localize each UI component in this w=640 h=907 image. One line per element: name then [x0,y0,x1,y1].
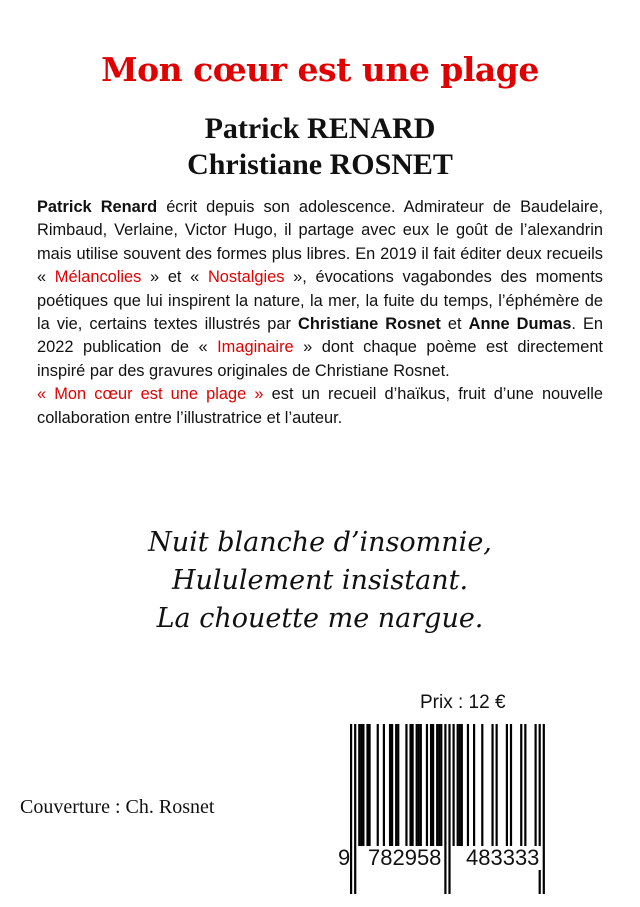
barcode-bar [481,724,483,846]
barcode-guard-bar [444,724,446,894]
bio-paragraph-1 [37,196,603,383]
barcode-bar [412,724,414,846]
barcode-bar [453,724,455,846]
barcode-bar [391,724,393,846]
barcode-bar [409,724,411,846]
barcode-bar [420,724,422,846]
bio-illustrator-name: Christiane Rosnet [298,315,441,334]
barcode-bar [524,724,526,846]
barcode-bar [473,724,475,846]
bio-book-imaginaire: Imaginaire [217,338,294,357]
author-biography [37,196,603,430]
bio-book-nostalgies: Nostalgies [207,268,285,287]
barcode-bar [362,724,364,846]
barcode-bar [506,724,508,846]
barcode-bar [395,724,397,846]
haiku [0,524,640,638]
barcode-bar [377,724,379,846]
barcode-digits-right: 483333 [466,845,540,870]
barcode-bar [383,724,385,846]
barcode-bar [491,724,493,846]
barcode-bar [440,724,442,846]
illustrator-name: Christiane ROSNET [187,148,453,181]
barcode-guard-bar [354,724,356,894]
barcode-bar [438,724,440,846]
barcode-bar [520,724,522,846]
bio-book-melancolies: Mélancolies [54,268,142,287]
bio-text: est un recueil d’haïkus, fruit d’une nouvelle collaboration entre l’illustratrice et l’auteur. [37,385,603,427]
bio-text: » dont chaque poème est directement inspiré par des gravures originales de Christiane Rosnet. [37,338,603,380]
barcode-bar [416,724,418,846]
barcode-bar [467,724,469,846]
barcode-bar [432,724,434,846]
bio-paragraph-2 [37,383,603,430]
barcode-bar [366,724,368,846]
barcode-bar [496,724,498,846]
barcode-bar [389,724,391,846]
cover-credit: Couverture : Ch. Rosnet [20,796,215,818]
barcode-bar [535,724,537,846]
barcode-bar [430,724,432,846]
bio-text: écrit depuis son adolescence. Admirateur de Baudelaire, Rimbaud, Verlaine, Victor Hugo, il partage avec eux le goût de l’alexandrin mais utilise souvent des formes plus libres. En 2019 il fait éditer deux recueils « [37,198,603,287]
barcode-guard-bar [543,724,545,894]
barcode-guard-bar [448,724,450,894]
barcode-bar [360,724,362,846]
haiku-line-2: Hululement insistant. [171,565,469,596]
barcode-bar [405,724,407,846]
bio-book-title: « Mon cœur est une plage » [37,385,264,404]
barcode-bar [436,724,438,846]
barcode-bar [368,724,370,846]
barcode-digits-left: 782958 [368,845,442,870]
barcode-bar [457,724,459,846]
barcode-bar [418,724,420,846]
haiku-line-3: La chouette me nargue. [156,603,484,634]
price-label: Prix : 12 € [420,692,506,713]
barcode-bar [510,724,512,846]
barcode-bar [459,724,461,846]
barcode-bar [426,724,428,846]
bio-text: » et « [141,268,208,287]
bio-illustrator2-name: Anne Dumas [468,315,572,334]
barcode-guard-bar [350,724,352,894]
book-title: Mon cœur est une plage [101,50,539,89]
bio-text: . En 2022 publication de « [37,315,604,357]
bio-text: et [440,315,469,334]
barcode-bar [358,724,360,846]
barcode-bar [461,724,463,846]
bio-text: », évocations vagabondes des moments poétiques que lui inspirent la nature, la mer, la fuite du temps, l’éphémère de la vie, certains textes illustrés par [37,268,604,334]
barcode-digit-prefix: 9 [338,845,351,870]
haiku-line-1: Nuit blanche d’insomnie, [148,527,492,558]
author-name: Patrick RENARD [204,112,436,145]
barcode-bar [397,724,399,846]
bio-author-name: Patrick Renard [37,198,158,216]
